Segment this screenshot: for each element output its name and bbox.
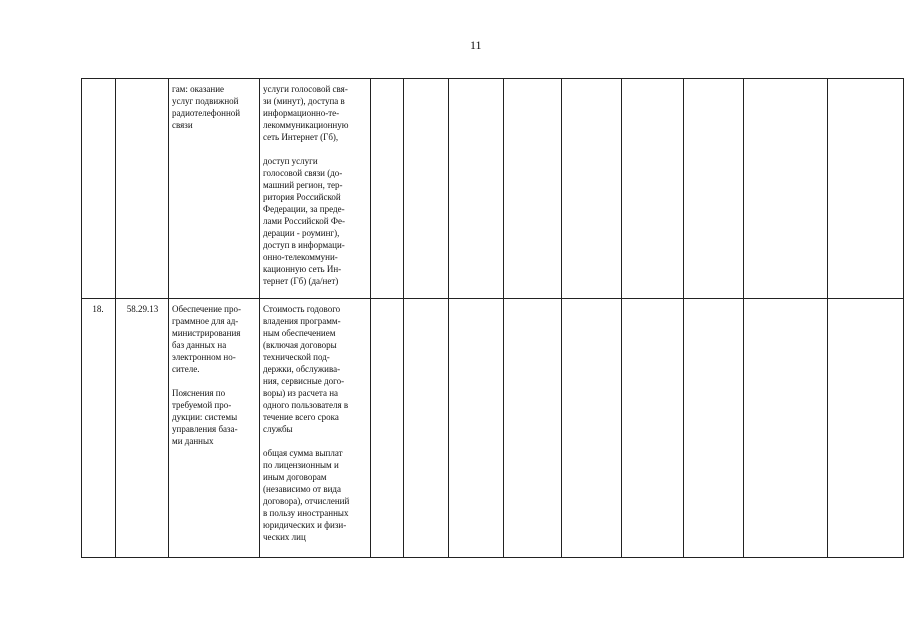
empty-cell	[504, 299, 562, 558]
table-row	[82, 79, 904, 299]
empty-cell	[404, 79, 449, 299]
empty-cell	[744, 79, 828, 299]
table-row	[82, 299, 904, 558]
okpd-code-cell	[116, 79, 169, 299]
product-name-cell: гам: оказание услуг подвижной радиотелефонной связи	[169, 79, 260, 299]
characteristic-cell: Стоимость годового владения программ- ным обеспечением (включая договоры технической под- держки, обслужива- ния, сервисные дого- воры) из расчета на одного пользователя в течение всего срока службы общая сумма выплат по лицензионным и иным договорам (независимо от вида договора), отчислений в пользу иностранных юридических и физи- ческих лиц	[260, 299, 371, 558]
product-name-cell: Обеспечение про- граммное для ад- министрирования баз данных на электронном но- сителе. Пояснения по требуемой про- дукции: системы управления база- ми данных	[169, 299, 260, 558]
empty-cell	[404, 299, 449, 558]
empty-cell	[684, 79, 744, 299]
empty-cell	[449, 79, 504, 299]
empty-cell	[371, 299, 404, 558]
empty-cell	[828, 79, 904, 299]
okpd-code-cell: 58.29.13	[116, 299, 169, 558]
empty-cell	[562, 79, 622, 299]
empty-cell	[371, 79, 404, 299]
empty-cell	[622, 79, 684, 299]
empty-cell	[504, 79, 562, 299]
row-number-cell: 18.	[82, 299, 116, 558]
empty-cell	[622, 299, 684, 558]
requirements-table	[81, 78, 904, 558]
page-number: 11	[470, 38, 482, 52]
empty-cell	[562, 299, 622, 558]
empty-cell	[744, 299, 828, 558]
characteristic-cell: услуги голосовой свя- зи (минут), доступа в информационно-те- лекоммуникационную сеть Интернет (Гб), доступ услуги голосовой связи (до- машний регион, тер- ритория Российской Федерации, за преде- лами Российской Фе- дерации - роуминг), доступ в информаци- онно-телекоммуни- кационную сеть Ин- тернет (Гб) (да/нет)	[260, 79, 371, 299]
empty-cell	[684, 299, 744, 558]
empty-cell	[449, 299, 504, 558]
empty-cell	[828, 299, 904, 558]
row-number-cell	[82, 79, 116, 299]
